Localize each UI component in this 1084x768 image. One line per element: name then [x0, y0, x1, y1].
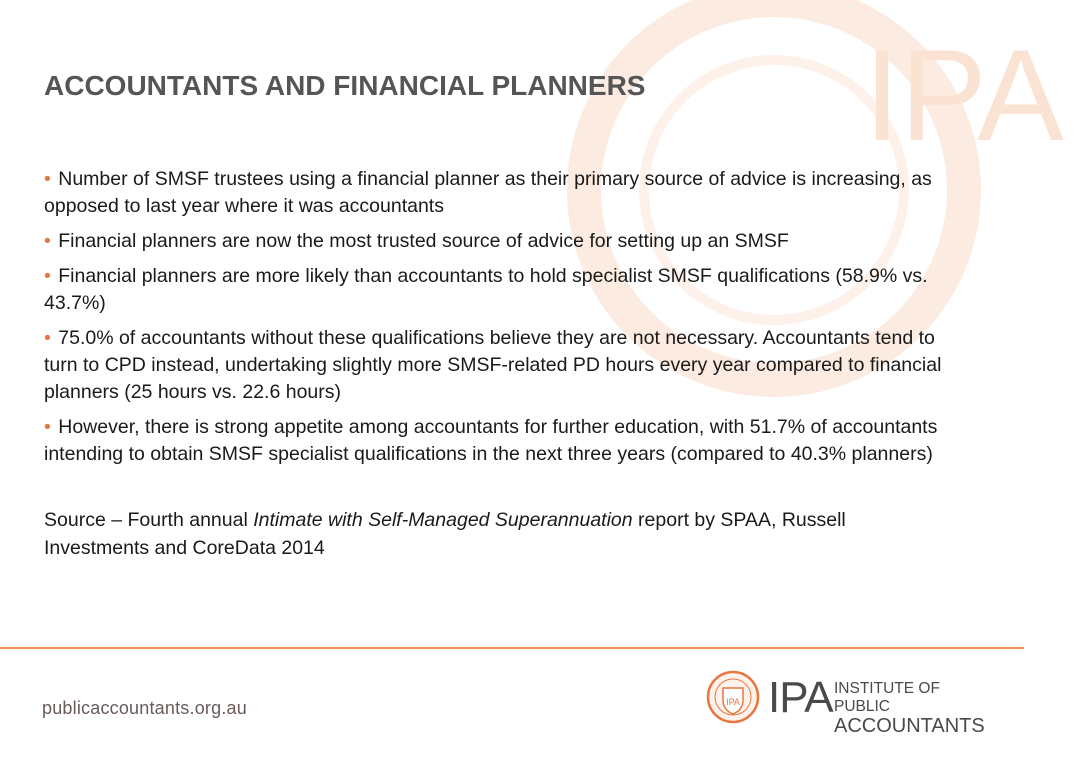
bullet-item: [44, 166, 954, 220]
logo-name-line2: ACCOUNTANTS: [834, 715, 985, 737]
bullet-item: [44, 263, 954, 317]
bullet-text: Number of SMSF trustees using a financial planner as their primary source of advice is increasing, as opposed to last year where it was accountants: [44, 168, 932, 217]
ipa-logo: [706, 670, 996, 737]
logo-name-line1: INSTITUTE OF PUBLIC: [834, 680, 940, 715]
slide-content: [44, 166, 954, 582]
slide-title: ACCOUNTANTS AND FINANCIAL PLANNERS: [44, 70, 646, 101]
watermark-text: IPA: [864, 22, 1064, 168]
source-suffix: report by SPAA, Russell Investments and CoreData 2014: [44, 509, 846, 559]
logo-abbreviation: IPA: [768, 673, 833, 722]
source-report-title: Intimate with Self-Managed Superannuation: [253, 509, 633, 531]
bullet-item: [44, 414, 954, 468]
website-link[interactable]: publicaccountants.org.au: [42, 698, 247, 718]
bullet-dot-icon: •: [44, 327, 51, 349]
seal-text: IPA: [726, 697, 740, 707]
bullet-text: However, there is strong appetite among accountants for further education, with 51.7% of accountants intending to obtain SMSF specialist qualifications in the next three years (compared to 40.3% planners): [44, 416, 938, 465]
bullet-text: 75.0% of accountants without these qualifications believe they are not necessary. Accountants tend to turn to CPD instead, undertaking slightly more SMSF-related PD hours every year compared to financial planners (25 hours vs. 22.6 hours): [44, 327, 942, 403]
bullet-dot-icon: •: [44, 265, 51, 287]
footer-divider: [0, 647, 1024, 649]
bullet-item: [44, 325, 954, 406]
source-citation: [44, 506, 954, 562]
ipa-crest-icon: [706, 670, 760, 724]
bullet-dot-icon: •: [44, 168, 51, 190]
bullet-text: Financial planners are now the most trusted source of advice for setting up an SMSF: [58, 230, 789, 252]
bullet-dot-icon: •: [44, 230, 51, 252]
logo-name: [834, 680, 996, 736]
bullet-dot-icon: •: [44, 416, 51, 438]
bullet-text: Financial planners are more likely than accountants to hold specialist SMSF qualifications (58.9% vs. 43.7%): [44, 265, 928, 314]
source-prefix: Source – Fourth annual: [44, 509, 254, 531]
bullet-item: [44, 228, 954, 255]
